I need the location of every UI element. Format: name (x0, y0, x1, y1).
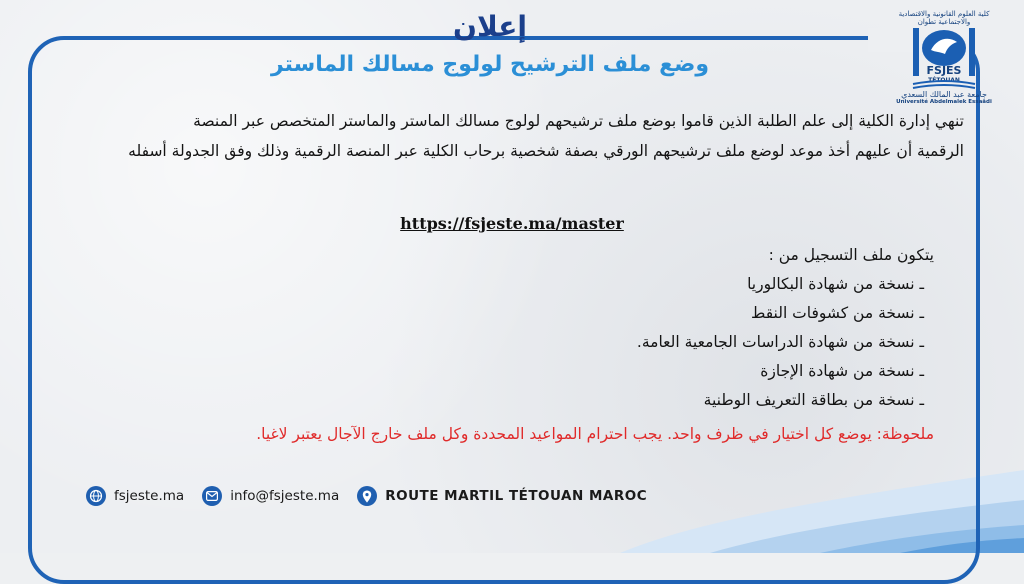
svg-text:FSJES: FSJES (926, 64, 962, 77)
list-item: ـ نسخة من بطاقة التعريف الوطنية (703, 391, 924, 409)
list-item: ـ نسخة من شهادة الإجازة (760, 362, 924, 380)
list-item: ـ نسخة من شهادة الدراسات الجامعية العامة. (636, 333, 924, 351)
master-platform-link[interactable]: https://fsjeste.ma/master (400, 214, 624, 233)
email-text: info@fsjeste.ma (230, 488, 340, 504)
globe-icon (86, 486, 106, 506)
note-warning: ملحوظة: يوضع كل اختيار في ظرف واحد. يجب احترام المواعيد المحددة وكل ملف خارج الآجال يعتبر لاغيا. (256, 425, 934, 443)
footer-email[interactable] (202, 486, 339, 506)
footer-website[interactable] (86, 486, 184, 506)
list-item: ـ نسخة من شهادة البكالوريا (747, 275, 924, 293)
paragraph-line-2: الرقمية أن عليهم أخذ موعد لوضع ملف ترشيحهم الورقي بصفة شخصية برحاب الكلية عبر المنصة الرقمية وذلك وفق الجدولة أسفله (128, 142, 964, 160)
list-item: ـ نسخة من كشوفات النقط (750, 304, 924, 322)
page-subtitle: وضع ملف الترشيح لولوج مسالك الماستر (270, 52, 710, 77)
paragraph-line-1: تنهي إدارة الكلية إلى علم الطلبة الذين قاموا بوضع ملف ترشيحهم لولوج مسالك الماستر والماستر المتخصص عبر المنصة (193, 112, 964, 130)
logo-university-ar: جامعة عبد المالك السعدي (901, 90, 987, 99)
mail-icon (202, 486, 222, 506)
requirements-title: يتكون ملف التسجيل من : (768, 246, 934, 264)
logo-faculty-name: كلية العلوم القانونية والاقتصادية والاجتماعية تطوان (898, 10, 990, 26)
footer-address (357, 486, 647, 506)
location-pin-icon (357, 486, 377, 506)
footer-contacts (86, 484, 665, 508)
announcement-paragraph (104, 106, 964, 166)
website-text: fsjeste.ma (114, 488, 185, 504)
page-title: إعلان (453, 10, 527, 43)
svg-text:TÉTOUAN: TÉTOUAN (928, 77, 960, 84)
address-text: ROUTE MARTIL TÉTOUAN MAROC (385, 488, 648, 504)
logo-university-fr: Université Abdelmalek Essaâdi (896, 99, 992, 105)
requirements-list (637, 270, 924, 415)
